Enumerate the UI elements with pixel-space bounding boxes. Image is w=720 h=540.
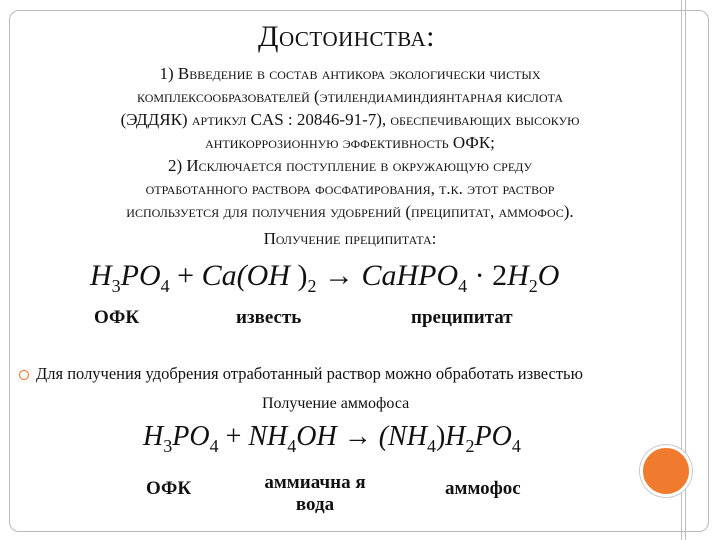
text-line: антикоррозионную эффективность ОФК; <box>205 133 495 152</box>
text-line: Получение преципитата: <box>263 229 437 248</box>
caption: Получение аммофоса <box>262 395 410 412</box>
text-line: (ЭДДЯК) артикул CAS : 20846-91-7), обеспечивающих высокую <box>120 110 580 129</box>
text-line: 1) Ввведение в состав антикора экологически чистых <box>159 64 541 83</box>
decorative-circle <box>640 445 692 497</box>
text-line: 2) Исключается поступление в окружающую среду <box>167 156 533 175</box>
label-acid: ОФК <box>146 478 192 499</box>
label-reagent: аммиачна я вода <box>264 472 366 515</box>
label-product: аммофос <box>445 478 521 499</box>
bullet-text: Для получения удобрения отработанный раствор можно обработать известью <box>36 364 583 383</box>
bullet-circle-icon <box>19 370 29 380</box>
text-line: комплексообразователей (этилендиаминдиянтарная кислота <box>136 87 564 106</box>
precipitate-equation: $H_3PO_4 + Ca(OH$ )$_2$ → CaHPO$_4$ · $2H_2O$ <box>90 259 560 296</box>
label-base: известь <box>236 307 302 328</box>
text-line: используется для получения удобрений (преципитат, аммофос). <box>126 202 574 221</box>
label-acid: ОФК <box>94 307 140 328</box>
slide-title: Достоинства: <box>258 20 435 53</box>
ammophos-equation: $H_3PO_4 + NH_4OH \to (NH_4)H_2PO_4$ <box>143 421 521 456</box>
text-line: отработанного раствора фосфатирования, т.к. этот раствор <box>145 179 555 198</box>
label-product: преципитат <box>411 307 513 328</box>
